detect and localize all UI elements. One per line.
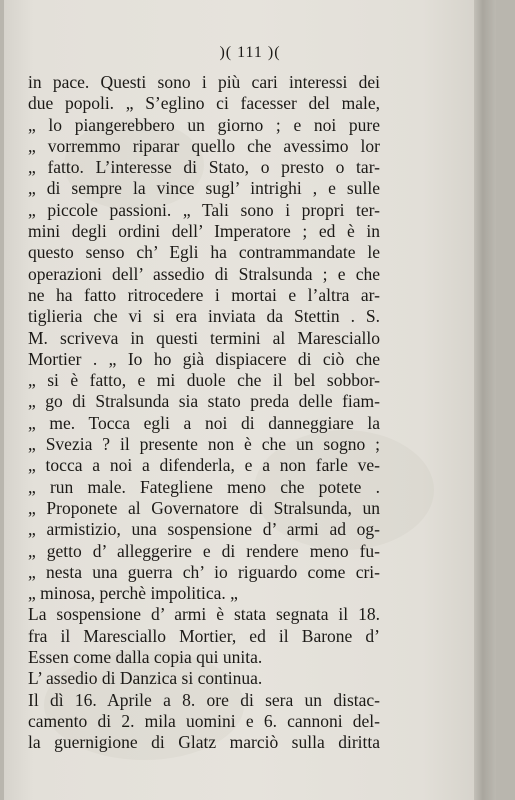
text-line: Mortier . „ Io ho già dispiacere di ciò che	[28, 348, 380, 369]
text-line: mini degli ordini dell’ Imperatore ; ed è in	[28, 221, 380, 242]
text-line: questo senso ch’ Egli ha contrammandate le	[28, 242, 380, 263]
text-line: Il dì 16. Aprile a 8. ore di sera un distac-	[28, 689, 380, 710]
text-line: „ fatto. L’interesse di Stato, o presto o tar-	[28, 157, 380, 178]
text-line: ne ha fatto ritrocedere i mortai e l’altra ar-	[28, 284, 380, 305]
text-line: „ si è fatto, e mi duole che il bel sobbor-	[28, 370, 380, 391]
text-line: la guernigione di Glatz marciò sulla diritta	[28, 732, 380, 753]
text-line: „ nesta una guerra ch’ io riguardo come cri-	[28, 561, 380, 582]
page-number-header: )( 111 )(	[219, 44, 281, 61]
text-line: L’ assedio di Danzica si continua.	[28, 668, 263, 689]
text-line: „ minosa, perchè impolitica. „	[28, 583, 238, 604]
text-line: M. scriveva in questi termini al Maresciallo	[28, 327, 380, 348]
text-line: due popoli. „ S’eglino ci facesser del male,	[28, 93, 380, 114]
text-line: „ Svezia ? il presente non è che un sogno ;	[28, 434, 380, 455]
body-text	[28, 72, 380, 754]
text-line: „ me. Tocca egli a noi di danneggiare la	[28, 412, 380, 433]
text-line: „ tocca a noi a difenderla, e a non farle ve-	[28, 455, 380, 476]
text-line: „ armistizio, una sospensione d’ armi ad og-	[28, 519, 380, 540]
book-page	[4, 0, 496, 800]
text-line: „ piccole passioni. „ Tali sono i propri ter-	[28, 199, 380, 220]
text-line: in pace. Questi sono i più cari interessi dei	[28, 72, 380, 92]
text-line: „ getto d’ alleggerire e di rendere meno fu-	[28, 540, 380, 561]
text-line: La sospensione d’ armi è stata segnata il 18.	[28, 604, 380, 625]
page-edge	[474, 0, 496, 800]
text-line: fra il Maresciallo Mortier, ed il Barone d’	[28, 625, 380, 646]
text-line: „ go di Stralsunda sia stato preda delle fiam-	[28, 391, 380, 412]
text-line: „ lo piangerebbero un giorno ; e noi pure	[28, 114, 380, 135]
text-line: „ run male. Fategliene meno che potete .	[28, 476, 380, 497]
text-line: camento di 2. mila uomini e 6. cannoni del-	[28, 710, 380, 731]
text-line: „ Proponete al Governatore di Stralsunda, un	[28, 497, 380, 518]
text-line: „ vorremmo riparar quello che avessimo lor	[28, 135, 380, 156]
text-line: Essen come dalla copia qui unita.	[28, 647, 263, 668]
text-line: operazioni dell’ assedio di Stralsunda ; e che	[28, 263, 380, 284]
text-line: „ di sempre la vince sugl’ intrighi , e sulle	[28, 178, 380, 199]
text-line: tiglieria che vi si era inviata da Stettin . S.	[28, 306, 380, 327]
